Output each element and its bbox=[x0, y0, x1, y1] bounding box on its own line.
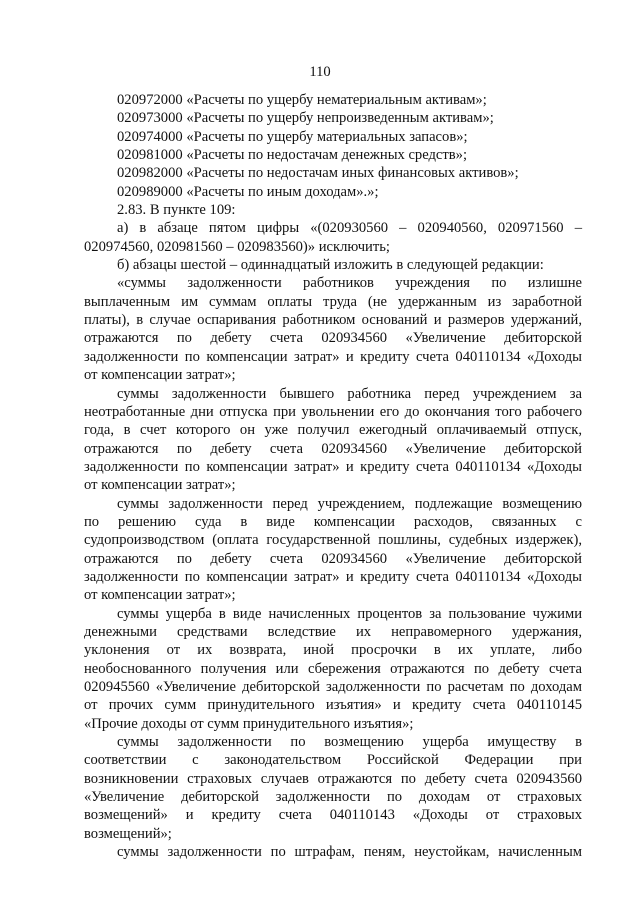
text-line: «суммы задолженности работников учреждения по излишне bbox=[117, 275, 582, 292]
text-line: по решению суда в виде компенсации расходов, связанных с bbox=[84, 513, 582, 530]
text-line: суммы задолженности перед учреждением, подлежащие возмещению bbox=[117, 495, 582, 512]
text-line: от компенсации затрат»; bbox=[84, 367, 236, 384]
text-line: 020989000 «Расчеты по иным доходам».»; bbox=[117, 183, 379, 200]
text-line: 020945560 «Увеличение дебиторской задолженности по расчетам по доходам bbox=[84, 679, 582, 695]
text-line: задолженности по компенсации затрат» и кредиту счета 040110134 «Доходы bbox=[84, 348, 582, 365]
text-line: отражаются по дебету счета 020934560 «Увеличение дебиторской bbox=[84, 550, 582, 567]
page-number: 110 bbox=[309, 64, 331, 80]
text-line: а) в абзаце пятом цифры «(020930560 – 020940560, 020971560 – bbox=[117, 220, 582, 237]
text-line: 020972000 «Расчеты по ущербу нематериальным активам»; bbox=[117, 92, 487, 108]
text-line: уклонения от их возврата, иной просрочки в их уплате, либо bbox=[84, 642, 582, 659]
text-line: от компенсации затрат»; bbox=[84, 477, 236, 494]
text-line: суммы задолженности бывшего работника перед учреждением за bbox=[117, 385, 582, 402]
text-line: возмещений» и кредиту счета 040110143 «Доходы от страховых bbox=[84, 807, 582, 824]
text-line: 020974000 «Расчеты по ущербу материальных запасов»; bbox=[117, 128, 468, 145]
text-line: задолженности по компенсации затрат» и кредиту счета 040110134 «Доходы bbox=[84, 458, 582, 475]
text-line: суммы задолженности по штрафам, пеням, неустойкам, начисленным bbox=[117, 844, 582, 861]
text-line: платы), в случае оспаривания работником оснований и размеров удержаний, bbox=[84, 312, 582, 329]
document-body bbox=[84, 91, 582, 861]
text-line: соответствии с законодательством Российской Федерации при bbox=[84, 752, 582, 769]
text-line: от компенсации затрат»; bbox=[84, 587, 236, 604]
text-line: неотработанные дни отпуска при увольнении его до окончания того рабочего bbox=[84, 403, 582, 420]
text-line: возмещений»; bbox=[84, 825, 172, 842]
text-line: б) абзацы шестой – одиннадцатый изложить в следующей редакции: bbox=[117, 257, 544, 274]
text-line: суммы задолженности по возмещению ущерба имуществу в bbox=[117, 734, 582, 751]
text-line: «Увеличение дебиторской задолженности по доходам от страховых bbox=[84, 789, 582, 806]
text-line: суммы ущерба в виде начисленных процентов за пользование чужими bbox=[117, 605, 582, 622]
text-line: задолженности по компенсации затрат» и кредиту счета 040110134 «Доходы bbox=[84, 568, 582, 585]
text-line: от прочих сумм принудительного изъятия» и кредиту счета 040110145 bbox=[84, 697, 582, 714]
text-line: 020973000 «Расчеты по ущербу непроизведенным активам»; bbox=[117, 110, 494, 127]
text-line: 2.83. В пункте 109: bbox=[117, 202, 236, 219]
text-line: 020974560, 020981560 – 020983560)» исключить; bbox=[84, 238, 390, 255]
text-line: судопроизводством (оплата государственной пошлины, судебных издержек), bbox=[84, 532, 582, 549]
text-line: 020981000 «Расчеты по недостачам денежных средств»; bbox=[117, 147, 468, 164]
text-line: возникновении страховых случаев отражаются по дебету счета 020943560 bbox=[84, 770, 582, 787]
text-line: 020982000 «Расчеты по недостачам иных финансовых активов»; bbox=[117, 165, 519, 182]
text-line: года, в счет которого он уже получил ежегодный оплачиваемый отпуск, bbox=[84, 422, 582, 439]
text-line: денежными средствами вследствие их неправомерного удержания, bbox=[84, 623, 582, 640]
text-line: отражаются по дебету счета 020934560 «Увеличение дебиторской bbox=[84, 330, 582, 347]
text-line: «Прочие доходы от сумм принудительного изъятия»; bbox=[84, 715, 414, 732]
text-line: выплаченным им суммам оплаты труда (не удержанным из заработной bbox=[84, 293, 582, 310]
text-line: отражаются по дебету счета 020934560 «Увеличение дебиторской bbox=[84, 440, 582, 457]
text-line: необоснованного получения или сбережения отражаются по дебету счета bbox=[84, 660, 582, 677]
